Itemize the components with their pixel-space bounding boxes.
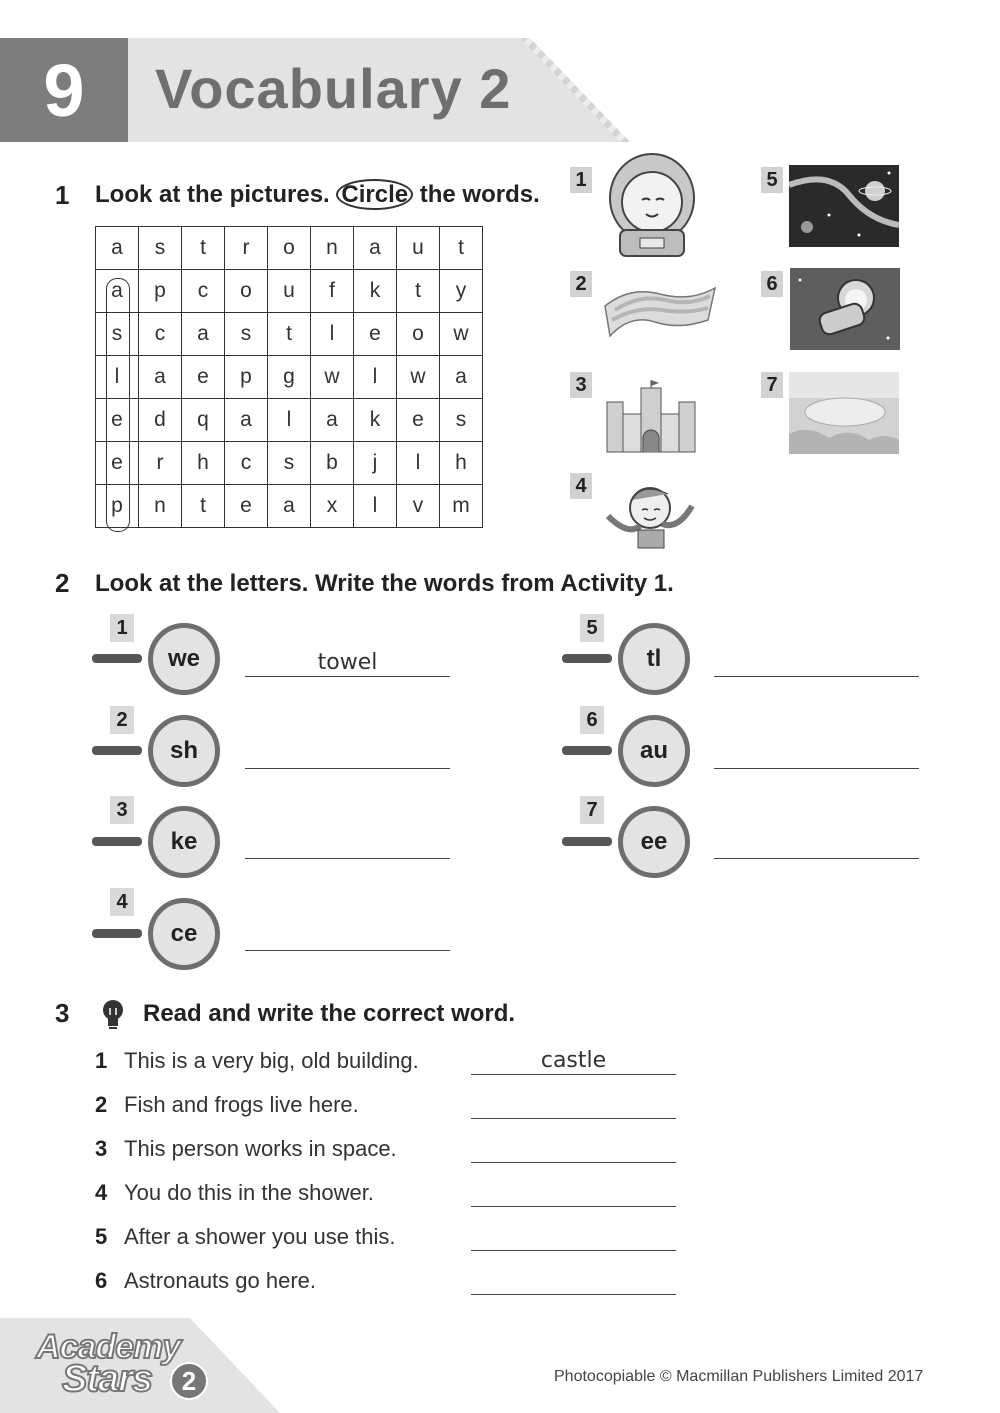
grid-letter[interactable]: s [225,313,268,356]
magnifier-handle [92,654,142,663]
grid-row [96,442,483,485]
page-title: Vocabulary 2 [155,57,512,120]
sentence-clue: You do this in the shower. [124,1180,374,1205]
grid-letter[interactable]: e [354,313,397,356]
activity-3-instruction: Read and write the correct word. [143,1000,516,1027]
magnifier-handle [92,929,142,938]
grid-letter[interactable]: f [311,270,354,313]
logo-stars: Stars [62,1358,153,1400]
answer-field[interactable] [714,646,919,677]
grid-letter[interactable]: t [182,227,225,270]
answer-field[interactable] [471,1222,676,1251]
sentence-number: 5 [95,1224,108,1249]
lightbulb-icon [100,998,126,1030]
sentence-clue: Astronauts go here. [124,1268,317,1293]
activity-1-instruction [95,181,540,209]
grid-letter[interactable]: a [139,356,182,399]
answer-field[interactable]: castle [471,1046,676,1075]
castle-picture [603,380,699,454]
grid-letter[interactable]: t [440,227,483,270]
grid-letter[interactable]: b [311,442,354,485]
grid-letter[interactable]: e [397,399,440,442]
letter-clue-lens: ke [148,806,220,878]
grid-letter[interactable]: w [440,313,483,356]
grid-letter[interactable]: p [139,270,182,313]
sentence-number: 2 [95,1092,108,1117]
grid-letter[interactable]: o [397,313,440,356]
circled-word: Circle [336,179,413,210]
activity-1-number: 1 [55,180,70,210]
sentence-number: 4 [95,1180,108,1205]
grid-letter[interactable]: v [397,485,440,528]
answer-field[interactable] [714,828,919,859]
grid-letter[interactable]: t [268,313,311,356]
answer-field[interactable] [471,1134,676,1163]
grid-row [96,399,483,442]
grid-letter[interactable]: p [225,356,268,399]
grid-letter[interactable]: t [182,485,225,528]
grid-letter[interactable]: g [268,356,311,399]
grid-row [96,227,483,270]
magnifier-handle [562,654,612,663]
question-number: 3 [110,796,134,824]
astronaut-picture [602,150,702,258]
activity-2-number: 2 [55,568,70,598]
wash-picture [598,476,710,550]
magnifier-handle [92,746,142,755]
answer-field[interactable] [471,1090,676,1119]
logo-academy: Academy [36,1328,181,1366]
grid-letter[interactable]: j [354,442,397,485]
grid-letter[interactable]: q [182,399,225,442]
answer-field[interactable] [471,1178,676,1207]
grid-letter[interactable]: x [311,485,354,528]
grid-letter[interactable]: h [182,442,225,485]
sentence-clue: This is a very big, old building. [124,1048,419,1073]
sentence-number: 1 [95,1048,108,1073]
letter-clue-lens: ee [618,806,690,878]
grid-letter[interactable]: a [440,356,483,399]
copyright-notice: Photocopiable © Macmillan Publishers Limited 2017 [554,1368,924,1385]
grid-letter[interactable]: o [268,227,311,270]
letter-clue-lens: sh [148,715,220,787]
grid-letter[interactable]: l [96,356,139,399]
grid-letter[interactable]: w [397,356,440,399]
question-number: 6 [580,706,604,734]
picture-number: 3 [570,372,592,398]
grid-letter[interactable]: e [182,356,225,399]
lake-picture [789,372,899,454]
sentence-clue: This person works in space. [124,1136,397,1161]
sentence-number: 6 [95,1268,108,1293]
letter-clue-lens: tl [618,623,690,695]
grid-letter[interactable]: m [440,485,483,528]
grid-letter[interactable]: a [268,485,311,528]
grid-letter[interactable]: l [354,356,397,399]
magnifier-handle [562,837,612,846]
grid-letter[interactable]: h [440,442,483,485]
grid-letter[interactable]: c [182,270,225,313]
grid-row [96,356,483,399]
letter-clue-lens: au [618,715,690,787]
grid-letter[interactable]: c [225,442,268,485]
grid-letter[interactable]: y [440,270,483,313]
grid-letter[interactable]: s [96,313,139,356]
grid-letter[interactable]: k [354,399,397,442]
grid-letter[interactable]: c [139,313,182,356]
answer-field[interactable]: towel [245,646,450,677]
picture-number: 4 [570,473,592,499]
logo-level-badge: 2 [170,1362,208,1400]
grid-letter[interactable]: a [311,399,354,442]
grid-letter[interactable]: w [311,356,354,399]
magnifier-handle [562,746,612,755]
grid-letter[interactable]: l [311,313,354,356]
answer-field[interactable] [714,738,919,769]
grid-letter[interactable]: l [268,399,311,442]
activity-2-instruction: Look at the letters. Write the words from Activity 1. [95,570,674,597]
sentence-number: 3 [95,1136,108,1161]
sentence-clue: After a shower you use this. [124,1224,396,1249]
grid-letter[interactable]: r [139,442,182,485]
grid-letter[interactable]: a [182,313,225,356]
floating-astronaut-picture [790,268,900,350]
grid-letter[interactable]: l [397,442,440,485]
grid-letter[interactable]: s [440,399,483,442]
grid-letter[interactable]: r [225,227,268,270]
grid-letter[interactable]: d [139,399,182,442]
grid-row [96,313,483,356]
grid-row [96,485,483,528]
grid-letter[interactable]: e [96,399,139,442]
grid-row [96,270,483,313]
picture-number: 5 [761,167,783,193]
grid-letter[interactable]: e [225,485,268,528]
grid-letter[interactable]: e [96,442,139,485]
letter-clue-lens: we [148,623,220,695]
grid-letter[interactable]: a [225,399,268,442]
activity-3-number: 3 [55,998,70,1028]
answer-field[interactable] [245,828,450,859]
sentence-clue: Fish and frogs live here. [124,1092,359,1117]
magnifier-handle [92,837,142,846]
grid-letter[interactable]: o [225,270,268,313]
answer-field[interactable] [245,920,450,951]
picture-number: 1 [570,167,592,193]
unit-number: 9 [0,38,128,142]
grid-letter[interactable]: u [397,227,440,270]
question-number: 5 [580,614,604,642]
towel-picture [600,276,720,340]
grid-letter[interactable]: a [96,270,139,313]
grid-letter[interactable]: l [354,485,397,528]
grid-letter[interactable]: a [354,227,397,270]
grid-letter[interactable]: p [96,485,139,528]
picture-number: 2 [570,271,592,297]
grid-letter[interactable]: s [139,227,182,270]
grid-letter[interactable]: k [354,270,397,313]
grid-letter[interactable]: n [139,485,182,528]
word-search-grid[interactable] [95,226,483,528]
letter-clue-lens: ce [148,898,220,970]
instruction-part-2: the words. [419,181,540,208]
grid-letter[interactable]: a [96,227,139,270]
answer-field[interactable] [471,1266,676,1295]
question-number: 4 [110,888,134,916]
question-number: 2 [110,706,134,734]
grid-letter[interactable]: n [311,227,354,270]
question-number: 7 [580,796,604,824]
instruction-part-1: Look at the pictures. [95,181,330,208]
grid-letter[interactable]: s [268,442,311,485]
space-picture [789,165,899,247]
answer-field[interactable] [245,738,450,769]
grid-letter[interactable]: t [397,270,440,313]
question-number: 1 [110,614,134,642]
picture-number: 7 [761,372,783,398]
picture-number: 6 [761,271,783,297]
grid-letter[interactable]: u [268,270,311,313]
circled-answer-asleep [106,278,130,532]
